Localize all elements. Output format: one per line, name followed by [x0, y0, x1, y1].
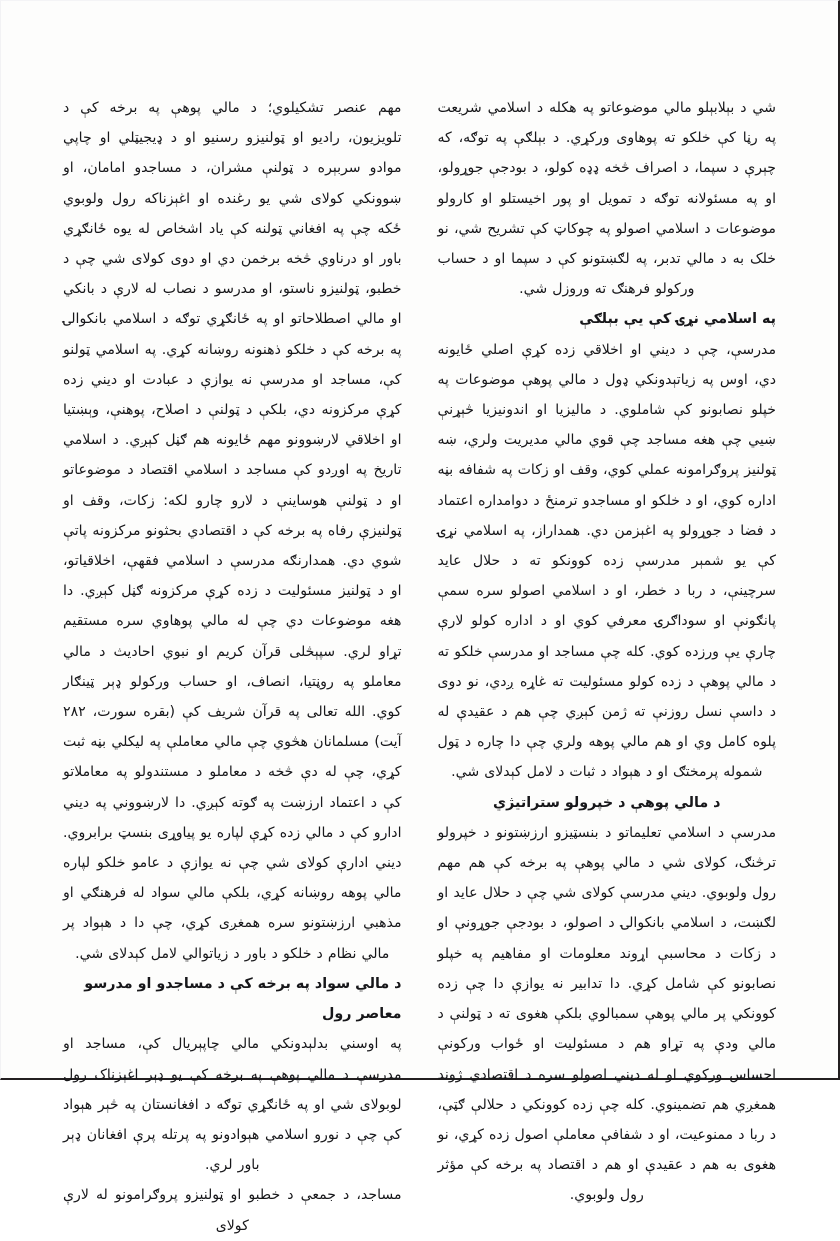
- right-paragraph-3: مساجد، د جمعې د خطبو او ټولنيزو پروګرامونو له لارې کولای: [63, 1187, 402, 1234]
- right-paragraph-2: په اوسني بدلېدونکي مالي چاپېريال کې، مساجد او مدرسې د مالي پوهې په برخه کې يو ډېر اغېزناک رول لوبولای شي او په ځانګړي توګه د افغانستان په څېر هېواد کې چې د نورو اسلامي هېوادونو په پرتله پرې افغانان ډېر باور لري.: [63, 1036, 402, 1174]
- right-paragraph-1: مهم عنصر تشکيلوي؛ د مالي پوهې په برخه کې د تلويزيون، راديو او ټولنيزو رسنيو او د ډيجيټلي او چاپي موادو سربېره د ټولنې مشران، د مساجدو امامان، او ښوونکي کولای شي يو رغنده او اغېزناکه رول ولوبوي ځکه چې په افغاني ټولنه کې ياد اشخاص له يوه ځانګړي باور او درناوي څخه برخمن دي او دوی کولای شي چې د خطبو، ټولنيزو ناستو، او مدرسو د نصاب له لارې د بانکي او مالي اصطلاحاتو او په ځانګړي توګه د اسلامي بانکوالۍ په برخه کې د خلکو ذهنونه روښانه کړي. په اسلامي ټولنو کې، مساجد او مدرسې نه يوازې د عبادت او ديني زده کړې مرکزونه دي، بلکې د ټولنې د اصلاح، پوهنې، وېښتيا او اخلاقي لارښوونو مهم ځايونه هم ګڼل کېږي. د اسلامي تاريخ په اوږدو کې مساجد د اسلامي اقتصاد د موضوعاتو او د ټولنې هوساينې د لارو چارو لکه: زکات، وقف او ټولنيزې رفاه په برخه کې د اقتصادي بحثونو مرکزونه پاتې شوي دي. همدارنګه مدرسې د اسلامي فقهې، اخلاقياتو، او د ټولنيز مسئوليت د زده کړې مرکزونه ګڼل کېږي. دا هغه موضوعات دي چې له مالي پوهاوي سره مستقيم تړاو لري. سپېڅلی قرآن کريم او نبوي احاديث د مالي معاملو په روڼتيا، انصاف، او حساب ورکولو ډېر ټينګار کوي. الله تعالی په قرآن شريف کې (بقره سورت، ۲۸۲ آيت) مسلمانان هڅوي چې مالي معاملې په ليکلي بڼه ثبت کړي، چې له دې څخه د معاملو د مستندولو په معاملاتو کې د اعتماد ارزښت په ګوته کېږي. دا لارښووني په ديني ادارو کې د مالي زده کړې لپاره يو پياوړی بنسټ برابروي. ديني ادارې کولای شي چې نه يوازې د عامو خلکو لپاره مالي پوهه روښانه کړي، بلکې مالي سواد له فرهنګي او مذهبي ارزښتونو سره همغږی کړي، چې دا د هېواد پر مالي نظام د خلکو د باور د زياتوالي لامل کېدلای شي.: [63, 100, 402, 962]
- two-column-body: [63, 93, 776, 1234]
- right-heading-1: د مالي سواد په برخه کې د مساجدو او مدرسو معاصر رول: [84, 975, 402, 1023]
- right-column: [63, 93, 402, 1241]
- left-column: [438, 93, 777, 1211]
- left-heading-1: په اسلامي نړۍ کې يې بېلګې: [579, 311, 776, 328]
- left-paragraph-2: مدرسې، چې د ديني او اخلاقي زده کړې اصلي ځايونه دي، اوس په زياتېدونکي ډول د مالي پوهې موضوعات په خپلو نصابونو کې شاملوي. د ماليزيا او اندونيزيا څېړنې ښيي چې هغه مساجد چې قوي مالي مديريت ولري، ښه ټولنيز پروګرامونه عملي کوي، وقف او زکات په شفافه بڼه اداره کوي، او د خلکو او مساجدو ترمنځ د دوامداره اعتماد د فضا د جوړولو په اغېزمن دي. همداراز، په اسلامي نړۍ کې يو شمېر مدرسې زده کوونکو ته د حلال عايد سرچينې، د ربا د خطر، او د اسلامي اصولو سره سمې پانګونې او سوداګرۍ معرفي کوي او د اداره کولو لارې چارې يې ورزده کوي. کله چې مساجد او مدرسې خلکو ته د مالي پوهې د زده کولو مسئوليت ته غاړه ږدي، نو دوی د داسې نسل روزنې ته ژمن کېږي چې هم د عقيدې له پلوه کامل وي او هم مالي پوهه ولري چې دا چاره د ټول شموله پرمختګ او د هېواد د ثبات د لامل کېدلای شي.: [437, 341, 776, 781]
- left-paragraph-3: مدرسې د اسلامي تعليماتو د بنسټيزو ارزښتونو د خپرولو ترڅنګ، کولای شي د مالي پوهې په برخه کې هم مهم رول ولوبوي. ديني مدرسې کولای شي چې د حلال عايد او لګښت، د اسلامي بانکوالۍ د اصولو، د بودجې جوړونې او د زکات د محاسبې اړوند معلومات او مفاهيم په خپلو نصابونو کې شامل کړي. دا تدابير نه يوازې دا چې زده کوونکي پر مالي پوهې سمبالوي بلکې هغوی ته د ټولنې د مالي ودې په تړاو هم د مسئوليت او ځواب ورکونې احساس ورکوي او له ديني اصولو سره د اقتصادي ژوند همغږي هم تضمينوي. کله چې زده کوونکي د حلالې ګټې، د ربا د ممنوعيت، او د شفافې معاملې اصول زده کړي، نو هغوی به هم د عقيدې او هم د اقتصاد په برخه کې مؤثر رول ولوبوي.: [437, 824, 776, 1204]
- left-paragraph-1: شي د بېلابېلو مالي موضوعاتو په هکله د اسلامي شريعت په رڼا کې خلکو ته پوهاوی ورکړي. د بېلګې په توګه، که چېرې د سپما، د اصراف څخه ډډه کولو، د بودجې جوړولو، او په مسئولانه توګه د تمويل او پور اخيستلو او کارولو موضوعات د اسلامي اصولو په چوکاټ کې تشريح شي، نو خلک به د مالي تدبر، په لګښتونو کې د سپما او د حساب ورکولو فرهنګ ته وروزل شي.: [437, 100, 776, 298]
- left-heading-2: د مالي پوهې د خپرولو ستراتيژي: [493, 794, 721, 811]
